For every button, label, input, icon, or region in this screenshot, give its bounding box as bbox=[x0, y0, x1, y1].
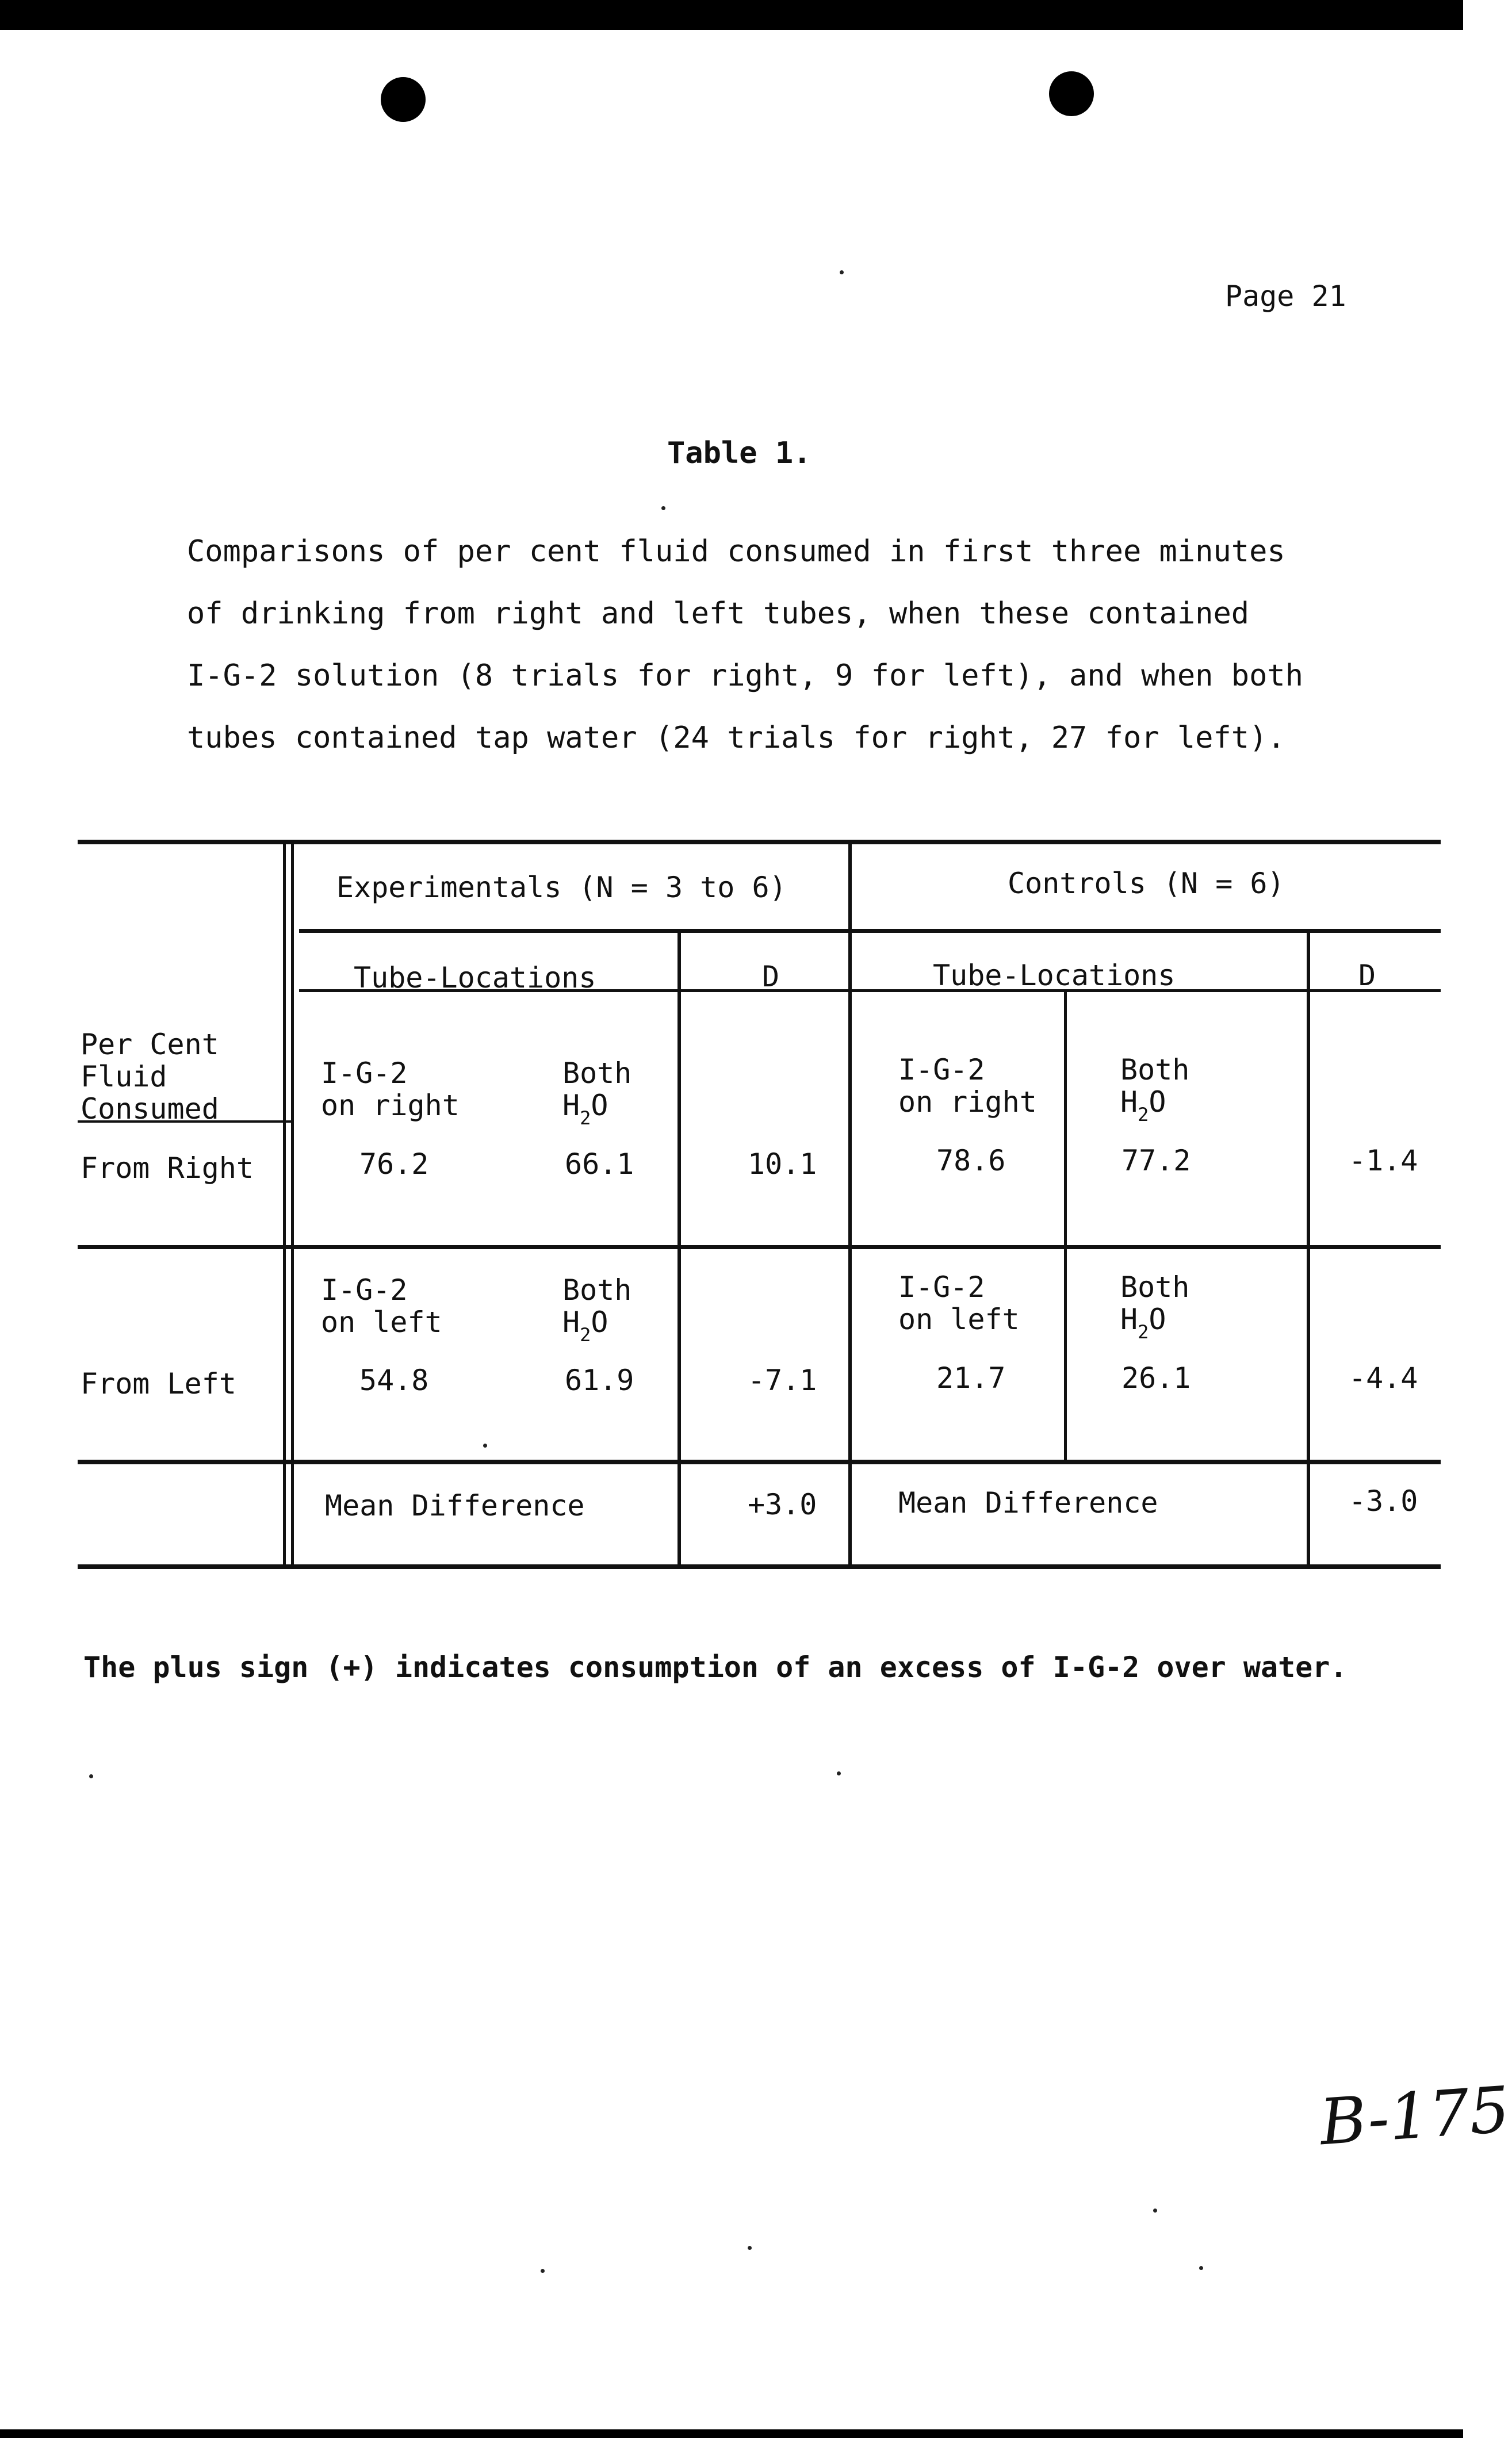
label-line bbox=[562, 1089, 631, 1129]
row-header bbox=[81, 1028, 219, 1125]
exp-d-header: D bbox=[762, 960, 780, 993]
ctrl-mean-difference-label: Mean Difference bbox=[898, 1486, 1158, 1520]
controls-header: Controls (N = 6) bbox=[1008, 867, 1285, 900]
h2o-o: O bbox=[1149, 1303, 1166, 1336]
ctrl-right-both-value: 77.2 bbox=[1121, 1144, 1191, 1177]
row-label-from-left: From Left bbox=[81, 1367, 236, 1400]
ctrl-right-col-label bbox=[898, 1054, 1037, 1118]
h2o-h: H bbox=[1120, 1085, 1138, 1119]
table-rule-bottom bbox=[78, 1564, 1441, 1569]
exp-mean-difference-label: Mean Difference bbox=[325, 1489, 585, 1522]
row-header-line: Consumed bbox=[81, 1092, 219, 1126]
label-line: on left bbox=[321, 1306, 442, 1339]
label-line: on right bbox=[321, 1089, 460, 1122]
scan-speck bbox=[1199, 2266, 1203, 2270]
h2o-sub: 2 bbox=[1138, 1104, 1149, 1126]
exp-left-both-value: 61.9 bbox=[565, 1364, 634, 1397]
ctrl-left-both-value: 26.1 bbox=[1121, 1361, 1191, 1395]
label-line: I-G-2 bbox=[321, 1057, 408, 1090]
label-line bbox=[562, 1306, 631, 1346]
scan-speck bbox=[661, 506, 665, 510]
experimentals-header: Experimentals (N = 3 to 6) bbox=[336, 871, 787, 904]
table-rule-exp-d bbox=[677, 929, 681, 1569]
exp-left-both-label bbox=[562, 1273, 632, 1346]
exp-right-d-value: 10.1 bbox=[748, 1147, 817, 1181]
exp-left-igg2-value: 54.8 bbox=[359, 1364, 429, 1397]
ctrl-mean-difference-value: -3.0 bbox=[1349, 1484, 1418, 1518]
h2o-sub: 2 bbox=[580, 1324, 591, 1346]
label-line bbox=[1120, 1085, 1189, 1126]
ctrl-left-d-value: -4.4 bbox=[1349, 1361, 1418, 1395]
ctrl-left-col-label bbox=[898, 1271, 1020, 1335]
h2o-o: O bbox=[591, 1306, 608, 1339]
label-line bbox=[1120, 1303, 1189, 1343]
h2o-o: O bbox=[1149, 1085, 1166, 1119]
table-rule-row-sep bbox=[78, 1245, 1441, 1249]
ctrl-right-igg2-value: 78.6 bbox=[936, 1144, 1006, 1177]
h2o-h: H bbox=[562, 1089, 580, 1122]
exp-right-both-label bbox=[562, 1057, 632, 1129]
label-line: I-G-2 bbox=[898, 1053, 985, 1086]
label-line: Both bbox=[562, 1273, 632, 1307]
caption-line: of drinking from right and left tubes, when these contained bbox=[187, 596, 1250, 631]
scan-speck bbox=[89, 1774, 93, 1778]
punch-hole-right bbox=[1049, 71, 1094, 116]
ctrl-left-both-label bbox=[1120, 1270, 1190, 1343]
scan-speck bbox=[1153, 2209, 1157, 2213]
label-line: Both bbox=[562, 1057, 632, 1090]
table-rule-top bbox=[78, 840, 1441, 844]
h2o-h: H bbox=[562, 1306, 580, 1339]
punch-hole-left bbox=[381, 77, 426, 122]
table-rule-ctrl-d bbox=[1307, 929, 1310, 1569]
ctrl-right-d-value: -1.4 bbox=[1349, 1144, 1418, 1177]
exp-left-d-value: -7.1 bbox=[748, 1364, 817, 1397]
table-double-rule-a bbox=[283, 840, 286, 1569]
scan-speck bbox=[840, 270, 844, 274]
exp-mean-difference-value: +3.0 bbox=[748, 1488, 817, 1521]
caption-line: Comparisons of per cent fluid consumed in first three minutes bbox=[187, 534, 1285, 569]
ctrl-tube-locations-header: Tube-Locations bbox=[933, 959, 1176, 992]
row-label-from-right: From Right bbox=[81, 1151, 254, 1185]
scan-speck bbox=[748, 2246, 752, 2250]
scan-speck bbox=[837, 1771, 841, 1775]
label-line: Both bbox=[1120, 1053, 1190, 1086]
scan-speck bbox=[483, 1444, 487, 1448]
scan-top-border bbox=[0, 0, 1463, 30]
table-rule-subheader bbox=[299, 929, 1441, 933]
h2o-sub: 2 bbox=[580, 1107, 591, 1129]
table-caption bbox=[187, 520, 1366, 769]
exp-tube-locations-header: Tube-Locations bbox=[354, 961, 596, 994]
h2o-o: O bbox=[591, 1089, 608, 1122]
scan-speck bbox=[541, 2269, 545, 2273]
h2o-sub: 2 bbox=[1138, 1321, 1149, 1343]
handwritten-document-mark: B-175 bbox=[1317, 2072, 1512, 2160]
caption-line: tubes contained tap water (24 trials for right, 27 for left). bbox=[187, 721, 1285, 755]
ctrl-right-both-label bbox=[1120, 1053, 1190, 1126]
ctrl-d-header: D bbox=[1358, 959, 1376, 992]
exp-right-col-label bbox=[321, 1057, 460, 1122]
label-line: on left bbox=[898, 1303, 1020, 1336]
row-header-line: Per Cent bbox=[81, 1028, 219, 1061]
table-rule-mean bbox=[78, 1460, 1441, 1464]
exp-right-igg2-value: 76.2 bbox=[359, 1147, 429, 1181]
label-line: I-G-2 bbox=[321, 1273, 408, 1307]
table-title: Table 1. bbox=[667, 436, 811, 470]
exp-left-col-label bbox=[321, 1274, 442, 1338]
exp-right-both-value: 66.1 bbox=[565, 1147, 634, 1181]
table-double-rule-b bbox=[291, 840, 294, 1569]
label-line: on right bbox=[898, 1085, 1037, 1119]
scan-bottom-border bbox=[0, 2429, 1463, 2438]
table-rule-group-split bbox=[848, 840, 852, 1569]
caption-line: I-G-2 solution (8 trials for right, 9 for left), and when both bbox=[187, 659, 1304, 693]
page-number: Page 21 bbox=[1225, 280, 1346, 313]
h2o-h: H bbox=[1120, 1303, 1138, 1336]
table-rule-ctrl-tubes bbox=[1064, 990, 1067, 1460]
row-header-line: Fluid bbox=[81, 1060, 167, 1093]
label-line: I-G-2 bbox=[898, 1270, 985, 1304]
table-footnote: The plus sign (+) indicates consumption of an excess of I-G-2 over water. bbox=[83, 1651, 1348, 1684]
label-line: Both bbox=[1120, 1270, 1190, 1304]
ctrl-left-igg2-value: 21.7 bbox=[936, 1361, 1006, 1395]
